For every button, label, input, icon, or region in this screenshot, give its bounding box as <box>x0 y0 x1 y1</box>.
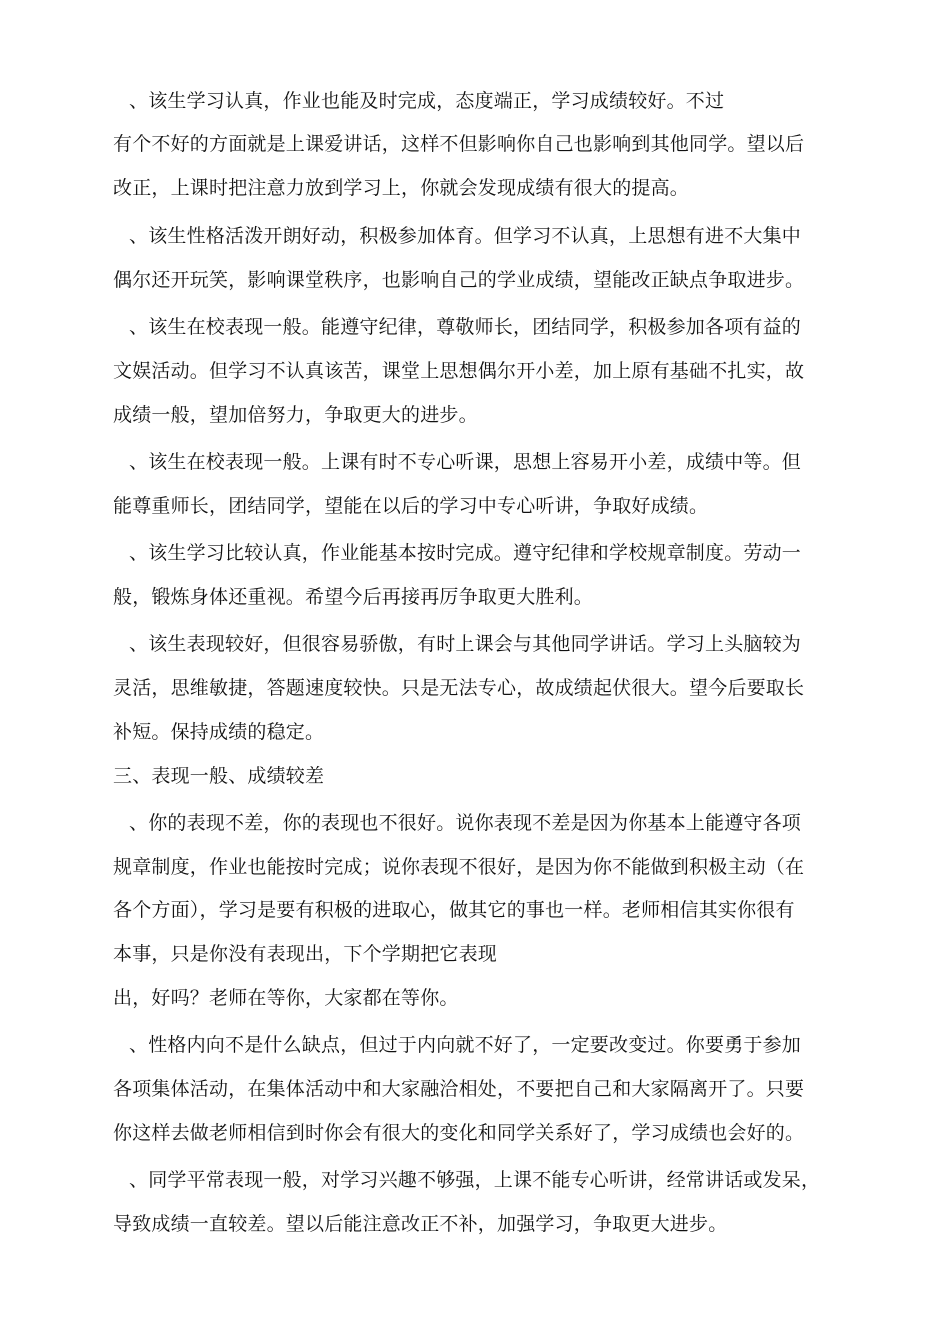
text-line: 、该生学习比较认真，作业能基本按时完成。遵守纪律和学校规章制度。劳动一 <box>129 542 802 564</box>
text-line: 出，好吗？老师在等你，大家都在等你。 <box>113 987 459 1009</box>
text-line: 文娱活动。但学习不认真该苦，课堂上思想偶尔开小差，加上原有基础不扎实，故 <box>113 360 805 382</box>
text-line: 般，锻炼身体还重视。希望今后再接再厉争取更大胜利。 <box>113 586 594 608</box>
text-line: 补短。保持成绩的稳定。 <box>113 721 325 743</box>
text-line: 、该生学习认真，作业也能及时完成，态度端正，学习成绩较好。不过 <box>129 90 725 112</box>
text-line: 你这样去做老师相信到时你会有很大的变化和同学关系好了，学习成绩也会好的。 <box>113 1122 805 1144</box>
text-line: 导致成绩一直较差。望以后能注意改正不补，加强学习，争取更大进步。 <box>113 1213 728 1235</box>
text-line: 、你的表现不差，你的表现也不很好。说你表现不差是因为你基本上能遵守各项 <box>129 812 802 834</box>
text-line: 、该生表现较好，但很容易骄傲，有时上课会与其他同学讲话。学习上头脑较为 <box>129 633 802 655</box>
text-line: 各项集体活动，在集体活动中和大家融洽相处，不要把自己和大家隔离开了。只要 <box>113 1078 805 1100</box>
text-line: 、性格内向不是什么缺点，但过于内向就不好了，一定要改变过。你要勇于参加 <box>129 1034 802 1056</box>
text-line: 各个方面），学习是要有积极的进取心，做其它的事也一样。老师相信其实你很有 <box>113 899 795 921</box>
text-line: 偶尔还开玩笑，影响课堂秩序，也影响自己的学业成绩，望能改正缺点争取进步。 <box>113 269 805 291</box>
text-line: 本事，只是你没有表现出，下个学期把它表现 <box>113 943 498 965</box>
text-line: 改正，上课时把注意力放到学习上，你就会发现成绩有很大的提高。 <box>113 177 690 199</box>
text-line: 灵活，思维敏捷，答题速度较快。只是无法专心，故成绩起伏很大。望今后要取长 <box>113 677 805 699</box>
text-line: 有个不好的方面就是上课爱讲话，这样不但影响你自己也影响到其他同学。望以后 <box>113 133 805 155</box>
text-line: 、该生性格活泼开朗好动，积极参加体育。但学习不认真，上思想有进不大集中 <box>129 225 802 247</box>
text-line: 、同学平常表现一般，对学习兴趣不够强，上课不能专心听讲，经常讲话或发呆， <box>129 1169 821 1191</box>
text-line: 规章制度，作业也能按时完成；说你表现不很好，是因为你不能做到积极主动（在 <box>113 856 805 878</box>
text-line: 、该生在校表现一般。能遵守纪律，尊敬师长，团结同学，积极参加各项有益的 <box>129 316 802 338</box>
text-line: 成绩一般，望加倍努力，争取更大的进步。 <box>113 404 478 426</box>
section-heading: 三、表现一般、成绩较差 <box>113 765 325 787</box>
text-line: 能尊重师长，团结同学，望能在以后的学习中专心听讲，争取好成绩。 <box>113 495 709 517</box>
text-line: 、该生在校表现一般。上课有时不专心听课，思想上容易开小差，成绩中等。但 <box>129 451 802 473</box>
